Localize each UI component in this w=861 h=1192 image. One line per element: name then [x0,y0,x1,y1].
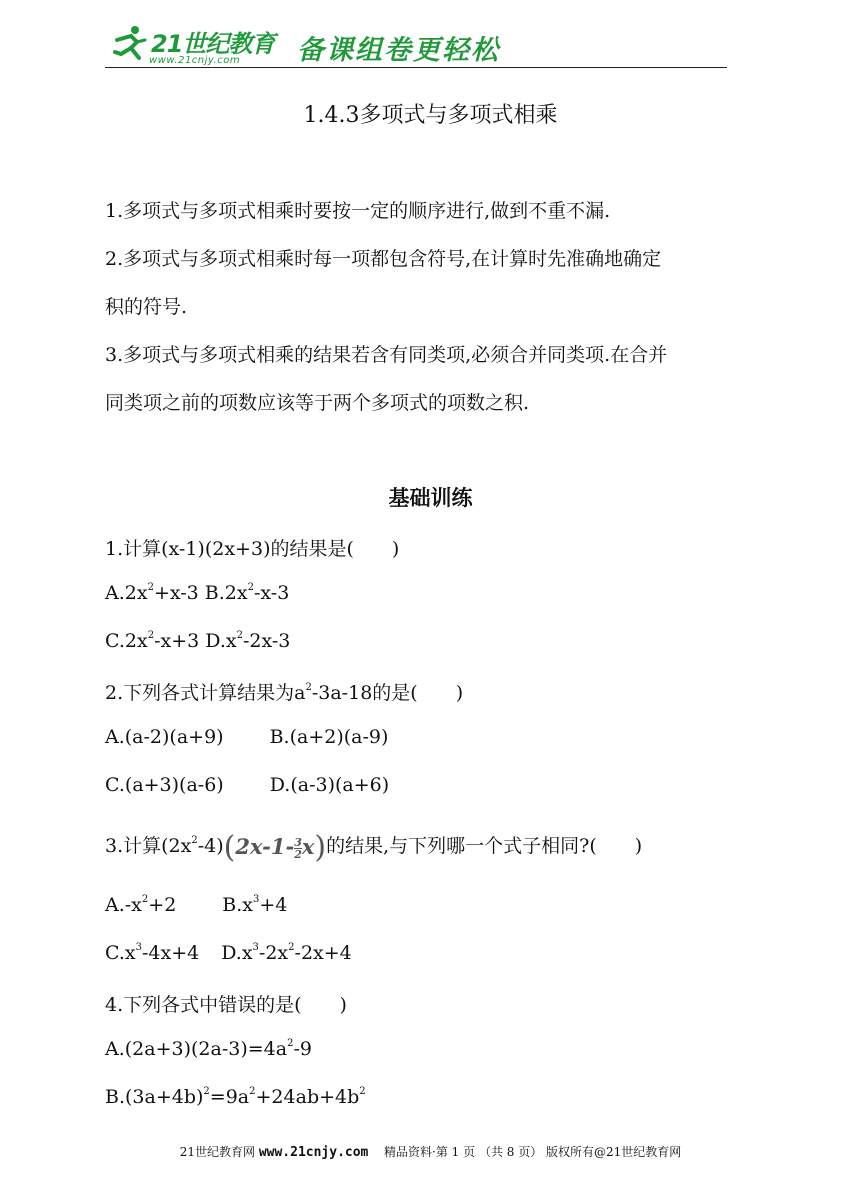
option-a: A.(a-2)(a+9) [105,726,224,748]
question-4-option-b: $B.(3a+4b)^2=9a^2+24ab+4b^2$ [105,1086,366,1108]
logo-text: 21世纪教育 [151,30,275,58]
footer-site-link[interactable]: www.21cnjy.com [258,1145,369,1160]
runner-logo-icon [109,24,149,64]
question-2-options-ab [105,726,388,748]
question-1-options-cd: $C.2x^2-x+3$ $D.x^2-2x-3$ [105,630,291,652]
question-3-options-ab: $A.-x^2+2$ $B.x^3+4$ [105,894,288,916]
question-4-option-a: $A.(2a+3)(2a-3)=4a^2-9$ [105,1038,312,1060]
page-footer [0,1143,861,1160]
note-2-cont: 积的符号. [105,296,188,318]
question-1-stem: 1.计算(x-1)(2x+3)的结果是( ) [105,538,400,560]
footer-brand: 21世纪教育网 [179,1145,255,1159]
note-1: 1.多项式与多项式相乘时要按一定的顺序进行,做到不重不漏. [105,200,611,222]
header-divider [105,67,727,68]
question-3-stem: 3.计算$(2x^2-4)(2x-1-$ $\frac{3}{2}$ x)的结果,与下列哪一个式子相同?( ) [105,830,643,865]
section-title: 基础训练 [388,486,473,510]
option-d: D.(a-3)(a+6) [269,774,390,796]
question-2-stem: 2.下列各式计算结果为$a^2-3a-18$的是( ) [105,682,464,704]
question-4-stem: 4.下列各式中错误的是( ) [105,994,347,1016]
note-3-cont: 同类项之前的项数应该等于两个多项式的项数之积. [105,392,530,414]
option-c: C.(a+3)(a-6) [105,774,224,796]
page-header [105,22,727,70]
header-slogan: 备课组卷更轻松 [297,35,500,66]
fraction-expression: (2x-1- $\frac{3}{2}$ x) [223,830,327,865]
note-2: 2.多项式与多项式相乘时每一项都包含符号,在计算时先准确地确定 [105,248,662,270]
question-3-options-cd: $C.x^3-4x+4$ $D.x^3-2x^2-2x+4$ [105,942,352,964]
logo-url: www.21cnjy.com [149,55,241,66]
note-3: 3.多项式与多项式相乘的结果若含有同类项,必须合并同类项.在合并 [105,344,668,366]
footer-page-info: 精品资料·第 1 页 （共 8 页） 版权所有@21世纪教育网 [384,1145,682,1159]
page-title: 1.4.3多项式与多项式相乘 [303,103,558,128]
question-2-options-cd [105,774,389,796]
question-1-options-ab: $A.2x^2+x-3$ $B.2x^2-x-3$ [105,582,290,604]
option-b: B.(a+2)(a-9) [269,726,389,748]
